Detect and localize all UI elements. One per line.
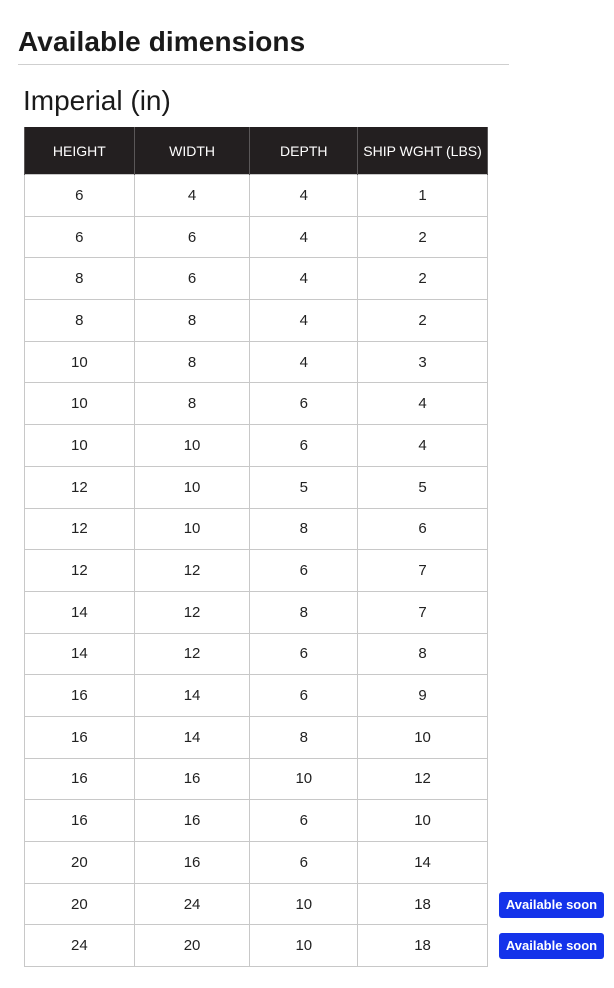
width-cell: 10: [134, 508, 250, 550]
table-header-row: [25, 127, 488, 175]
table-row: [25, 842, 488, 884]
table-row: [25, 883, 488, 925]
width-cell: 8: [134, 300, 250, 342]
table-row: [25, 341, 488, 383]
table-row: [25, 216, 488, 258]
table-body: [25, 175, 488, 967]
header-height: HEIGHT: [25, 127, 135, 175]
header-width: WIDTH: [134, 127, 250, 175]
ship-weight-cell: 2: [358, 216, 488, 258]
table-row: [25, 633, 488, 675]
height-cell: 20: [25, 842, 135, 884]
title-divider: [18, 64, 509, 65]
table-row: [25, 716, 488, 758]
table-row: [25, 175, 488, 217]
height-cell: 8: [25, 258, 135, 300]
depth-cell: 6: [250, 842, 358, 884]
table-row: [25, 258, 488, 300]
available-soon-button[interactable]: Available soon: [499, 892, 604, 918]
height-cell: 16: [25, 758, 135, 800]
height-cell: 10: [25, 383, 135, 425]
depth-cell: 10: [250, 758, 358, 800]
table-row: [25, 758, 488, 800]
depth-cell: 8: [250, 508, 358, 550]
height-cell: 14: [25, 633, 135, 675]
table-row: [25, 800, 488, 842]
table-row: [25, 508, 488, 550]
width-cell: 14: [134, 716, 250, 758]
table-row: [25, 425, 488, 467]
height-cell: 16: [25, 675, 135, 717]
width-cell: 10: [134, 425, 250, 467]
dimensions-table: [24, 127, 488, 967]
depth-cell: 4: [250, 258, 358, 300]
width-cell: 16: [134, 758, 250, 800]
depth-cell: 6: [250, 550, 358, 592]
height-cell: 24: [25, 925, 135, 967]
width-cell: 16: [134, 842, 250, 884]
ship-weight-cell: 5: [358, 466, 488, 508]
table-row: [25, 383, 488, 425]
height-cell: 10: [25, 341, 135, 383]
table-row: [25, 300, 488, 342]
width-cell: 16: [134, 800, 250, 842]
depth-cell: 10: [250, 883, 358, 925]
width-cell: 12: [134, 633, 250, 675]
ship-weight-cell: 10: [358, 800, 488, 842]
width-cell: 12: [134, 550, 250, 592]
height-cell: 16: [25, 800, 135, 842]
width-cell: 6: [134, 216, 250, 258]
available-soon-button[interactable]: Available soon: [499, 933, 604, 959]
width-cell: 14: [134, 675, 250, 717]
depth-cell: 8: [250, 716, 358, 758]
table-row: [25, 466, 488, 508]
height-cell: 12: [25, 508, 135, 550]
depth-cell: 4: [250, 175, 358, 217]
depth-cell: 5: [250, 466, 358, 508]
height-cell: 16: [25, 716, 135, 758]
ship-weight-cell: 7: [358, 591, 488, 633]
table-row: [25, 675, 488, 717]
ship-weight-cell: 14: [358, 842, 488, 884]
page-title: Available dimensions: [18, 26, 306, 57]
table-row: [25, 591, 488, 633]
ship-weight-cell: 4: [358, 383, 488, 425]
ship-weight-cell: 8: [358, 633, 488, 675]
header-depth: DEPTH: [250, 127, 358, 175]
width-cell: 4: [134, 175, 250, 217]
height-cell: 14: [25, 591, 135, 633]
depth-cell: 6: [250, 800, 358, 842]
depth-cell: 10: [250, 925, 358, 967]
depth-cell: 6: [250, 633, 358, 675]
height-cell: 12: [25, 550, 135, 592]
height-cell: 10: [25, 425, 135, 467]
depth-cell: 6: [250, 425, 358, 467]
width-cell: 8: [134, 341, 250, 383]
width-cell: 12: [134, 591, 250, 633]
ship-weight-cell: 6: [358, 508, 488, 550]
ship-weight-cell: 18: [358, 925, 488, 967]
table-row: [25, 550, 488, 592]
ship-weight-cell: 10: [358, 716, 488, 758]
width-cell: 20: [134, 925, 250, 967]
depth-cell: 4: [250, 341, 358, 383]
width-cell: 10: [134, 466, 250, 508]
ship-weight-cell: 3: [358, 341, 488, 383]
depth-cell: 6: [250, 383, 358, 425]
header-ship-weight: SHIP WGHT (LBS): [358, 127, 488, 175]
depth-cell: 6: [250, 675, 358, 717]
ship-weight-cell: 2: [358, 300, 488, 342]
width-cell: 8: [134, 383, 250, 425]
ship-weight-cell: 18: [358, 883, 488, 925]
height-cell: 8: [25, 300, 135, 342]
ship-weight-cell: 2: [358, 258, 488, 300]
ship-weight-cell: 12: [358, 758, 488, 800]
ship-weight-cell: 4: [358, 425, 488, 467]
height-cell: 20: [25, 883, 135, 925]
width-cell: 6: [134, 258, 250, 300]
height-cell: 12: [25, 466, 135, 508]
depth-cell: 4: [250, 300, 358, 342]
height-cell: 6: [25, 216, 135, 258]
height-cell: 6: [25, 175, 135, 217]
ship-weight-cell: 9: [358, 675, 488, 717]
section-title: Imperial (in): [23, 85, 171, 116]
ship-weight-cell: 1: [358, 175, 488, 217]
ship-weight-cell: 7: [358, 550, 488, 592]
depth-cell: 8: [250, 591, 358, 633]
table-row: [25, 925, 488, 967]
width-cell: 24: [134, 883, 250, 925]
depth-cell: 4: [250, 216, 358, 258]
